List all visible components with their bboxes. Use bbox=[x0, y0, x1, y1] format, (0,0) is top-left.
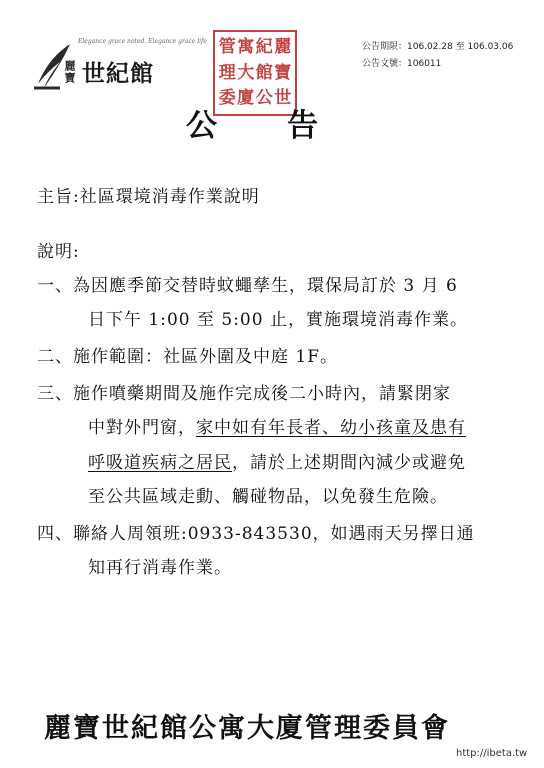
seal-char: 管 bbox=[218, 37, 236, 57]
item-4-line-2: 知再行消毒作業。 bbox=[88, 558, 232, 578]
item-4-line-1: 四、聯絡人周領班:0933-843530，如遇雨天另擇日通 bbox=[37, 524, 475, 544]
item-3-line-1: 三、施作噴藥期間及施作完成後二小時內，請緊閉家 bbox=[37, 384, 451, 404]
logo-brand-small: 麗寶 bbox=[63, 60, 76, 84]
logo-tagline: Elegance grace noted. Elegance grace life bbox=[78, 38, 207, 45]
seal-char: 麗 bbox=[274, 37, 292, 57]
seal-char: 理 bbox=[218, 62, 236, 83]
seal-char: 公 bbox=[255, 88, 273, 108]
seal-char: 大 bbox=[237, 62, 255, 83]
item-3-line-4: 至公共區域走動、觸碰物品，以免發生危險。 bbox=[88, 487, 448, 507]
item-3-line-2-underlined: 家中如有年長者、幼小孩童及患有 bbox=[196, 418, 466, 438]
notice-info bbox=[362, 39, 513, 73]
item-2-line-1: 二、施作範圍：社區外圍及中庭 1F。 bbox=[37, 347, 339, 367]
item-3-line-3 bbox=[88, 448, 466, 473]
seal-char: 世 bbox=[274, 88, 292, 108]
issuer-footer: 麗寶世紀館公寓大廈管理委員會 bbox=[44, 713, 450, 744]
item-3-line-3-plain: ，請於上述期間內減少或避免 bbox=[232, 453, 466, 473]
seal-char: 寶 bbox=[274, 62, 292, 83]
item-3-line-2-plain: 中對外門窗， bbox=[88, 418, 196, 438]
seal-char: 館 bbox=[255, 62, 273, 83]
seal-char: 廈 bbox=[237, 88, 255, 108]
logo-brand-main: 世紀館 bbox=[82, 60, 154, 87]
watermark-url: http://ibeta.tw bbox=[452, 748, 531, 759]
item-1-line-1: 一、為因應季節交替時蚊蠅孳生，環保局訂於 3 月 6 bbox=[37, 276, 458, 296]
description-label: 說明: bbox=[37, 242, 80, 262]
notice-doc-number bbox=[362, 56, 513, 73]
notice-period-label: 公告期限： bbox=[362, 42, 408, 52]
seal-char: 委 bbox=[218, 88, 236, 108]
notice-period-value: 106.02.28 至 106.03.06 bbox=[407, 42, 514, 52]
item-3-line-3-underlined: 呼吸道疾病之居民 bbox=[88, 453, 232, 473]
page-title: 公告 bbox=[186, 108, 388, 144]
notice-doc-label: 公告文號： bbox=[362, 59, 408, 69]
item-1-line-2: 日下午 1:00 至 5:00 止，實施環境消毒作業。 bbox=[88, 310, 468, 330]
notice-period bbox=[362, 39, 513, 56]
notice-doc-value: 106011 bbox=[407, 59, 442, 69]
seal-char: 寓 bbox=[237, 37, 255, 57]
item-3-line-2 bbox=[88, 413, 466, 438]
seal-char: 紀 bbox=[255, 37, 273, 57]
subject-line: 主旨:社區環境消毒作業說明 bbox=[37, 187, 260, 207]
